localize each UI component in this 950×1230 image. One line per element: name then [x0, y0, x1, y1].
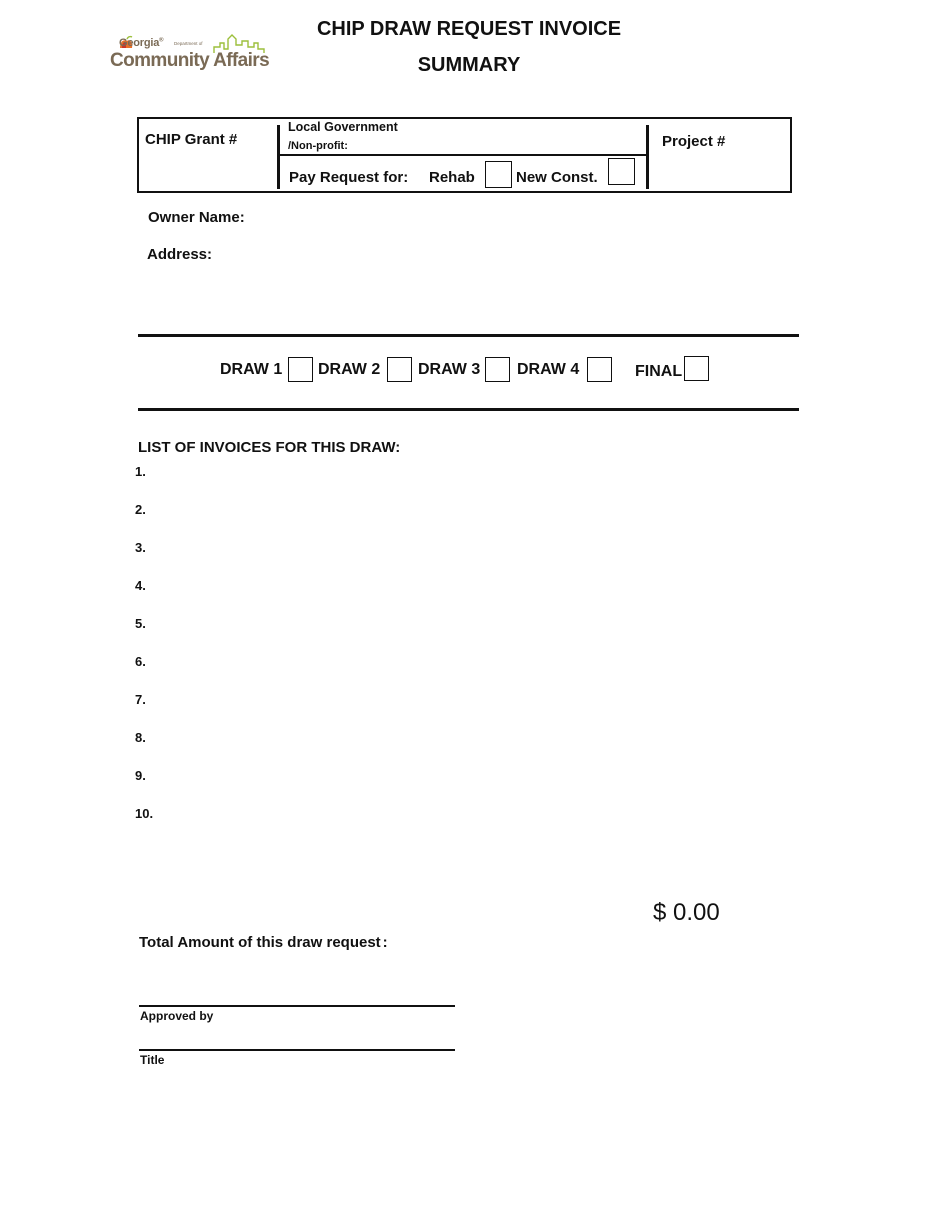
invoice-item: 7.	[135, 692, 146, 707]
invoice-item: 10.	[135, 806, 154, 821]
total-amount: $ 0.00	[653, 899, 720, 926]
approved-by-line	[139, 1005, 455, 1007]
draw-1-label: DRAW 1	[220, 361, 283, 378]
project-label: Project #	[662, 133, 726, 150]
owner-name-label: Owner Name:	[148, 209, 245, 226]
draw-2-label: DRAW 2	[318, 361, 381, 378]
logo-department: Department of	[174, 41, 203, 46]
invoice-item: 6.	[135, 654, 146, 669]
final-checkbox[interactable]	[684, 356, 709, 381]
page-subtitle: SUMMARY	[417, 54, 521, 76]
invoice-item: 9.	[135, 768, 146, 783]
new-const-checkbox[interactable]	[608, 158, 635, 185]
draw-3-label: DRAW 3	[418, 361, 481, 378]
invoice-list-heading: LIST OF INVOICES FOR THIS DRAW:	[138, 439, 401, 456]
page-title: CHIP DRAW REQUEST INVOICE	[316, 18, 622, 40]
nonprofit-label: /Non-profit:	[288, 140, 348, 152]
header-divider-left	[277, 125, 280, 189]
header-divider-right	[646, 125, 649, 189]
rehab-checkbox[interactable]	[485, 161, 512, 188]
draw-1-checkbox[interactable]	[288, 357, 313, 382]
pay-request-label: Pay Request for:	[289, 169, 409, 186]
new-const-label: New Const.	[516, 169, 598, 186]
draw-3-checkbox[interactable]	[485, 357, 510, 382]
title-line	[139, 1049, 455, 1051]
draw-4-label: DRAW 4	[517, 361, 580, 378]
local-government-label: Local Government	[288, 120, 398, 134]
invoice-item: 8.	[135, 730, 146, 745]
rehab-label: Rehab	[429, 169, 475, 186]
invoice-item: 3.	[135, 540, 146, 555]
header-divider-mid	[278, 154, 648, 156]
total-label: Total Amount of this draw request :	[139, 934, 388, 951]
chip-grant-label: CHIP Grant #	[145, 131, 238, 148]
invoice-item: 4.	[135, 578, 146, 593]
logo-agency: Community Affairs	[110, 50, 270, 71]
address-label: Address:	[147, 246, 213, 263]
draw-bottom-rule	[138, 408, 799, 411]
draw-2-checkbox[interactable]	[387, 357, 412, 382]
logo-georgia: Georgia®	[119, 37, 164, 49]
invoice-item: 1.	[135, 464, 146, 479]
final-label: FINAL	[635, 363, 683, 380]
draw-4-checkbox[interactable]	[587, 357, 612, 382]
draw-top-rule	[138, 334, 799, 337]
approved-by-label: Approved by	[140, 1009, 214, 1023]
invoice-item: 2.	[135, 502, 146, 517]
title-label: Title	[140, 1053, 165, 1067]
invoice-item: 5.	[135, 616, 146, 631]
